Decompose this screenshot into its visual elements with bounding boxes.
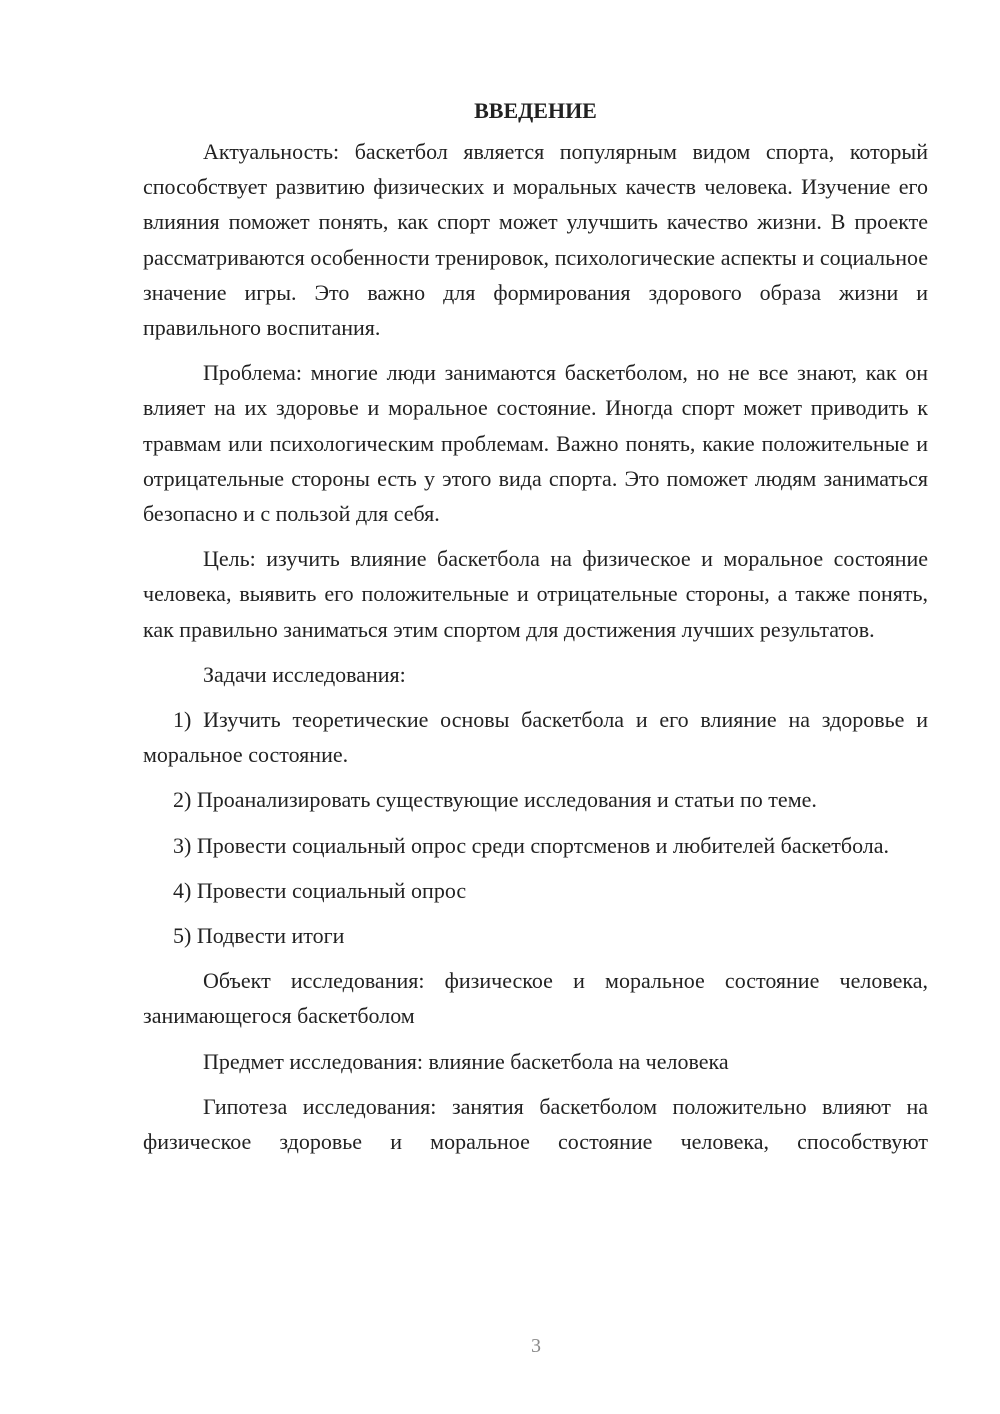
problem-paragraph: Проблема: многие люди занимаются баскетболом, но не все знают, как он влияет на их здоровье и моральное состояние. Иногда спорт может приводить к травмам или психологическим проблемам. Важно понять, какие положительные и отрицательные стороны есть у этого вида спорта. Это поможет людям заниматься безопасно и с пользой для себя. bbox=[143, 360, 928, 527]
subject-paragraph: Предмет исследования: влияние баскетбола на человека bbox=[203, 1048, 729, 1074]
document-body bbox=[143, 93, 928, 1159]
relevance-paragraph: Актуальность: баскетбол является популярным видом спорта, который способствует развитию физических и моральных качеств человека. Изучение его влияния поможет понять, как спорт может улучшить качество жизни. В проекте рассматриваются особенности тренировок, психологические аспекты и социальное значение игры. Это важно для формирования здорового образа жизни и правильного воспитания. bbox=[143, 139, 928, 341]
object-paragraph: Объект исследования: физическое и моральное состояние человека, занимающегося баскетболом bbox=[143, 968, 928, 1029]
goal-paragraph: Цель: изучить влияние баскетбола на физическое и моральное состояние человека, выявить его положительные и отрицательные стороны, а также понять, как правильно заниматься этим спортом для достижения лучших результатов. bbox=[143, 546, 928, 642]
page-number: 3 bbox=[531, 1335, 541, 1357]
task-item-5: 5) Подвести итоги bbox=[173, 923, 345, 949]
hypothesis-paragraph: Гипотеза исследования: занятия баскетболом положительно влияют на физическое здоровье и моральное состояние человека, способствуют bbox=[143, 1093, 928, 1155]
task-item-1: 1) Изучить теоретические основы баскетбола и его влияние на здоровье и моральное состояние. bbox=[143, 707, 928, 768]
task-item-2: 2) Проанализировать существующие исследования и статьи по теме. bbox=[173, 787, 817, 813]
task-item-4: 4) Провести социальный опрос bbox=[173, 877, 467, 903]
section-title: ВВЕДЕНИЕ bbox=[474, 98, 597, 123]
tasks-heading: Задачи исследования: bbox=[203, 661, 406, 687]
task-item-3: 3) Провести социальный опрос среди спортсменов и любителей баскетбола. bbox=[173, 832, 890, 858]
